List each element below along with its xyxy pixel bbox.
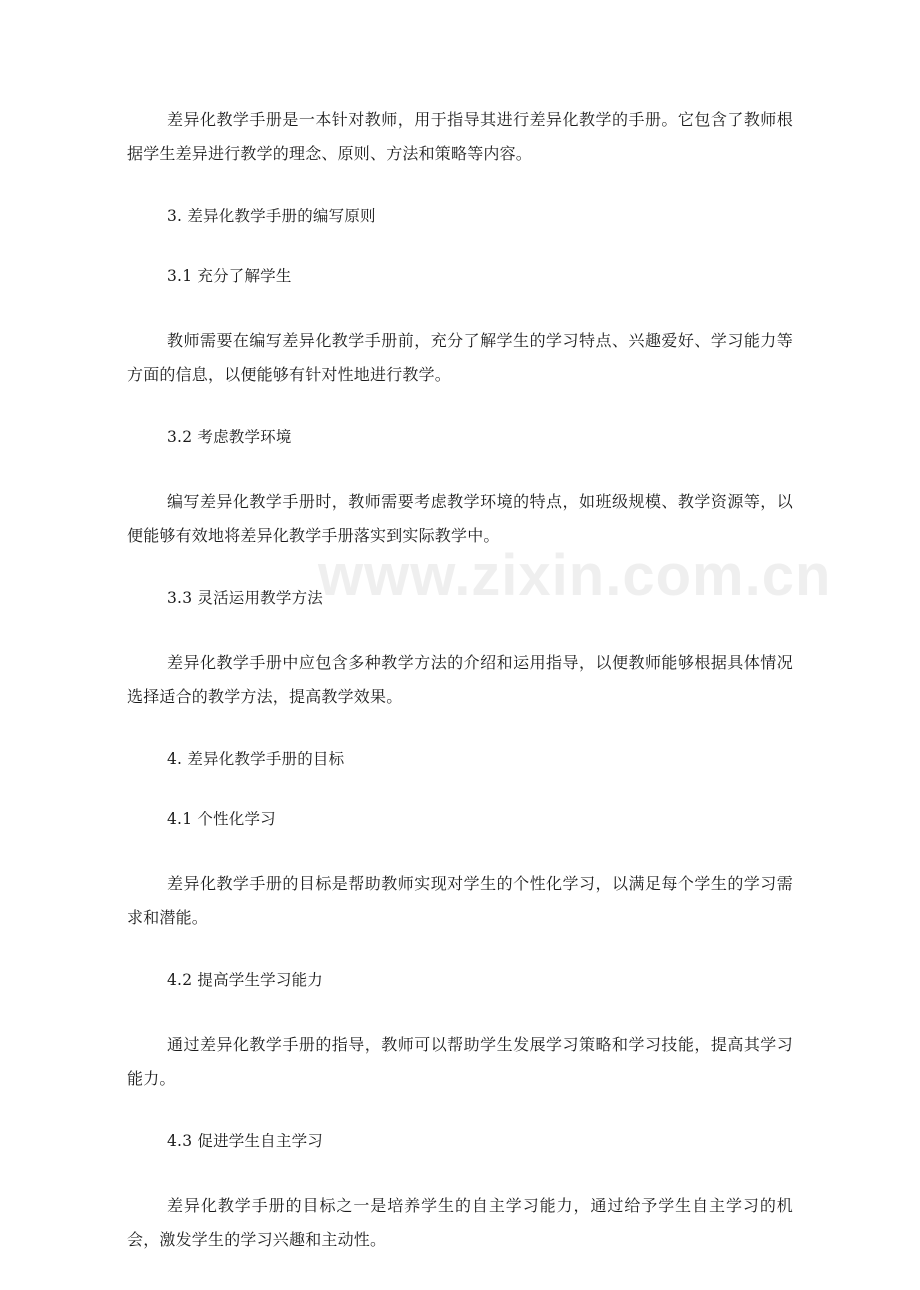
heading-section-4-2: 4.2 提高学生学习能力 <box>167 971 323 989</box>
paragraph-4-2: 通过差异化教学手册的指导，教师可以帮助学生发展学习策略和学习技能，提高其学习能力。 <box>127 1035 793 1088</box>
heading-section-4-1: 4.1 个性化学习 <box>167 810 276 828</box>
heading-section-3-3: 3.3 灵活运用教学方法 <box>167 589 323 607</box>
heading-section-4-3: 4.3 促进学生自主学习 <box>167 1132 323 1150</box>
document-body <box>127 103 793 1290</box>
paragraph-3-3: 差异化教学手册中应包含多种教学方法的介绍和运用指导，以便教师能够根据具体情况选择适合的教学方法，提高教学效果。 <box>127 653 793 706</box>
watermark-text: www.zixin.com.cn <box>318 543 832 608</box>
paragraph-intro: 差异化教学手册是一本针对教师，用于指导其进行差异化教学的手册。它包含了教师根据学生差异进行教学的理念、原则、方法和策略等内容。 <box>127 110 793 163</box>
heading-section-3: 3. 差异化教学手册的编写原则 <box>167 207 376 225</box>
heading-section-3-1: 3.1 充分了解学生 <box>167 267 292 285</box>
paragraph-3-2: 编写差异化教学手册时，教师需要考虑教学环境的特点，如班级规模、教学资源等，以便能够有效地将差异化教学手册落实到实际教学中。 <box>127 492 793 545</box>
paragraph-3-1: 教师需要在编写差异化教学手册前，充分了解学生的学习特点、兴趣爱好、学习能力等方面的信息，以便能够有针对性地进行教学。 <box>127 331 793 384</box>
paragraph-4-1: 差异化教学手册的目标是帮助教师实现对学生的个性化学习，以满足每个学生的学习需求和潜能。 <box>127 874 793 927</box>
heading-section-3-2: 3.2 考虑教学环境 <box>167 428 292 446</box>
paragraph-4-3: 差异化教学手册的目标之一是培养学生的自主学习能力，通过给予学生自主学习的机会，激发学生的学习兴趣和主动性。 <box>127 1196 793 1249</box>
heading-section-4: 4. 差异化教学手册的目标 <box>167 750 345 768</box>
